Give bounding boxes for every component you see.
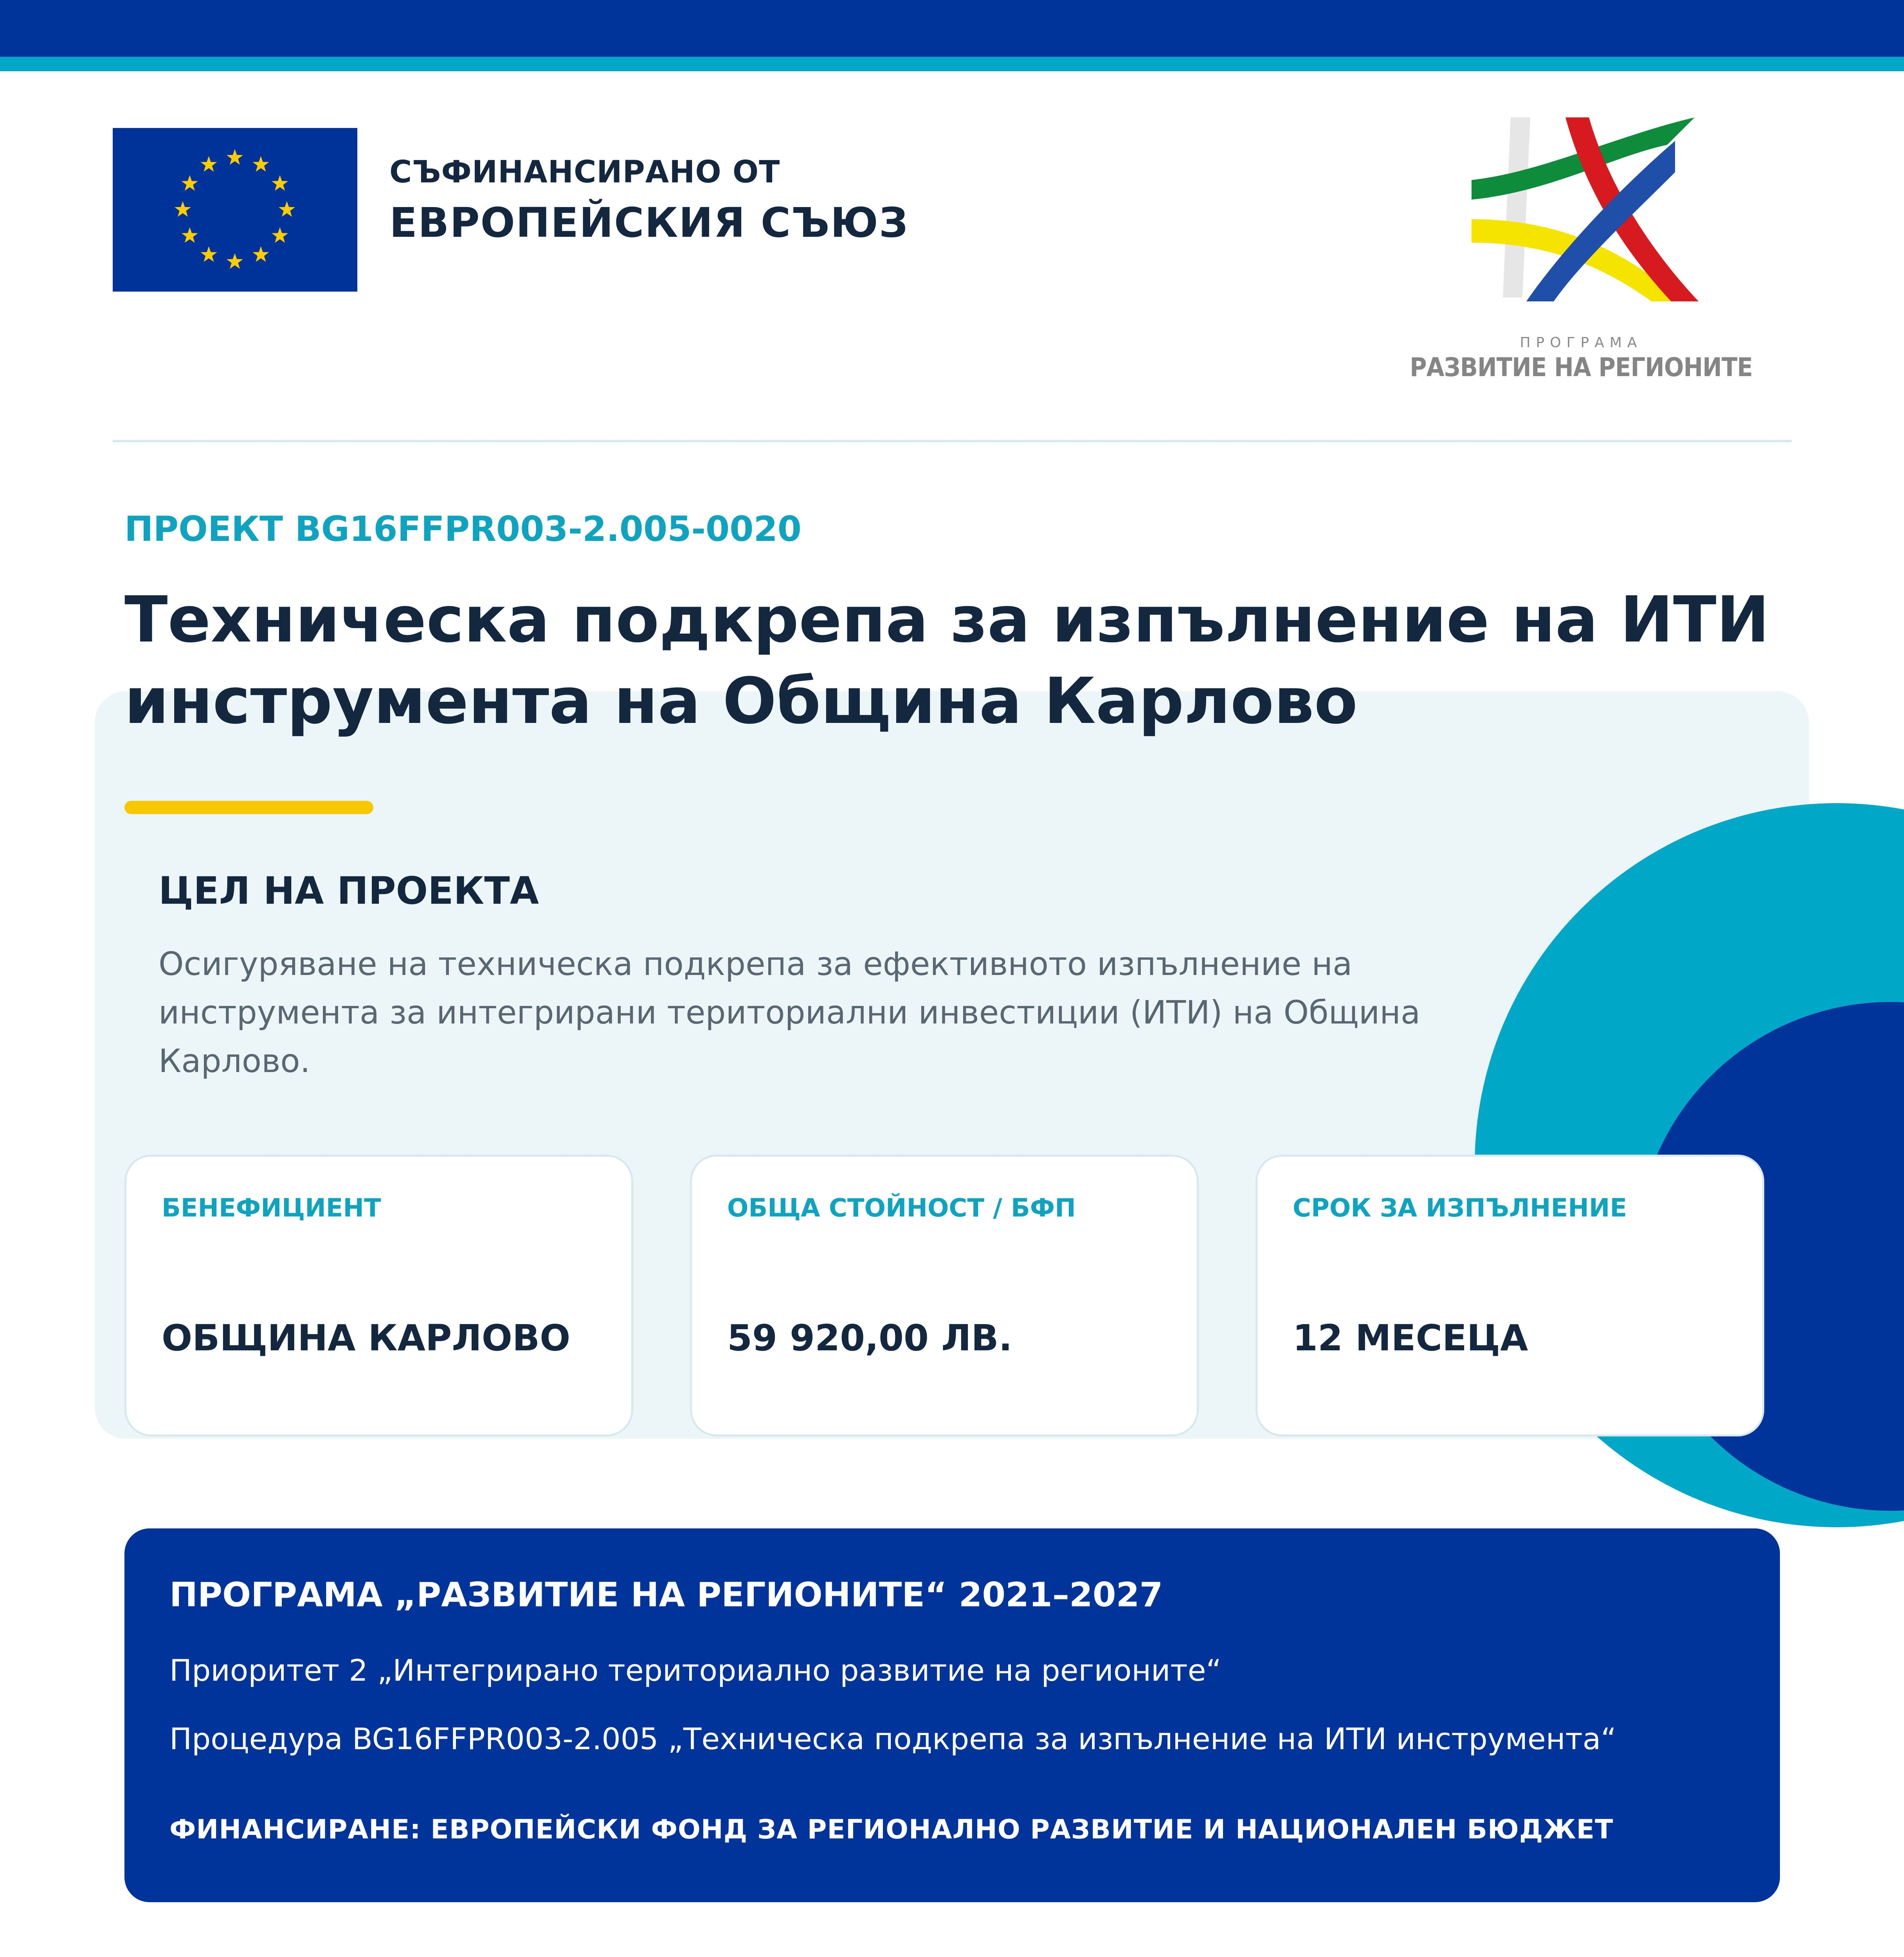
page-title-line-1: Техническа подкрепа за изпълнение на ИТИ: [124, 583, 1770, 657]
card-value: ОБЩИНА КАРЛОВО: [162, 1317, 571, 1359]
card-value: 12 МЕСЕЦА: [1293, 1317, 1528, 1359]
eu-flag-icon: [113, 128, 357, 292]
programme-box-title: ПРОГРАМА „РАЗВИТИЕ НА РЕГИОНИТЕ“ 2021–2027: [169, 1575, 1163, 1615]
programme-info-box: [124, 1528, 1780, 1902]
title-accent-bar: [124, 801, 373, 814]
card-label: СРОК ЗА ИЗПЪЛНЕНИЕ: [1293, 1194, 1627, 1223]
programme-funding: ФИНАНСИРАНЕ: ЕВРОПЕЙСКИ ФОНД ЗА РЕГИОНАЛНО РАЗВИТИЕ И НАЦИОНАЛЕН БЮДЖЕТ: [169, 1814, 1614, 1845]
programme-logo-icon: [1464, 114, 1714, 305]
header-divider: [113, 440, 1792, 442]
card-value: 59 920,00 ЛВ.: [727, 1317, 1012, 1359]
top-band: [0, 0, 1904, 57]
card-label: ОБЩА СТОЙНОСТ / БФП: [727, 1194, 1076, 1223]
card-label: БЕНЕФИЦИЕНТ: [162, 1194, 381, 1223]
top-accent-stripe: [0, 57, 1904, 71]
programme-priority: Приоритет 2 „Интегрирано териториално развитие на регионите“: [169, 1653, 1221, 1688]
beneficiary-card: [124, 1155, 633, 1436]
goal-text: Осигуряване на техническа подкрепа за ефективното изпълнение на инструмента за интегрирани териториални инвестиции (ИТИ) на Община Карлово.: [159, 946, 1421, 1080]
programme-name: РАЗВИТИЕ НА РЕГИОНИТЕ: [1410, 352, 1753, 382]
goal-heading: ЦЕЛ НА ПРОЕКТА: [159, 869, 539, 913]
page-title-line-2: инструмента на Община Карлово: [124, 665, 1358, 738]
duration-card: [1256, 1155, 1764, 1436]
project-code: ПРОЕКТ BG16FFPR003-2.005-0020: [124, 509, 802, 549]
eu-name: ЕВРОПЕЙСКИЯ СЪЮЗ: [389, 199, 909, 247]
programme-small-label: ПРОГРАМА: [1520, 335, 1643, 351]
page-title: [124, 579, 1807, 742]
programme-procedure: Процедура BG16FFPR003-2.005 „Техническа подкрепа за изпълнение на ИТИ инструмента“: [169, 1721, 1616, 1756]
cofinanced-label: СЪФИНАНСИРАНО ОТ: [389, 155, 780, 190]
total-value-card: [690, 1155, 1199, 1436]
